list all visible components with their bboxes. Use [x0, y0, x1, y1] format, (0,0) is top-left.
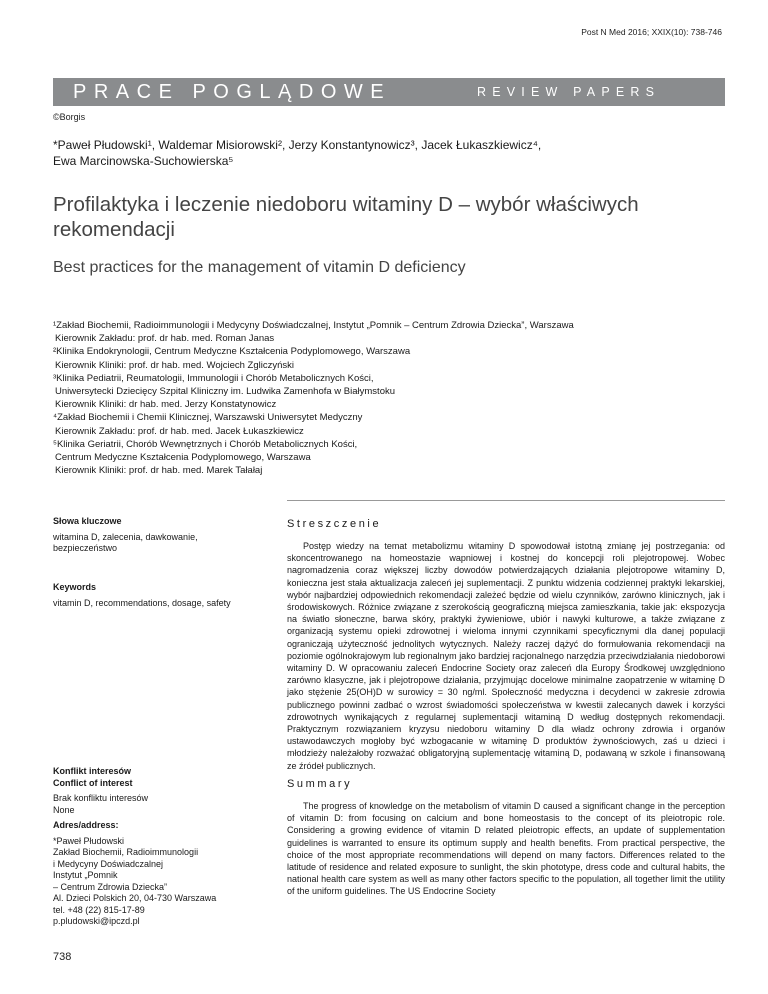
affiliation-line: Kierownik Kliniki: dr hab. med. Jerzy Konstatynowicz [55, 399, 277, 411]
coi-heading-english: Conflict of interest [53, 777, 133, 788]
keywords-english [53, 582, 253, 609]
address-line: tel. +48 (22) 815-17-89 [53, 904, 145, 915]
article-title-polish: Profilaktyka i leczenie niedoboru witaminy D – wybór właściwych rekomendacji [53, 193, 639, 241]
affiliation-line: ⁵Klinika Geriatrii, Chorób Wewnętrznych i Chorób Metabolicznych Kości, [53, 438, 358, 450]
abstract-polish-heading: Streszczenie [287, 518, 382, 530]
author-line: *Paweł Płudowski¹, Waldemar Misiorowski², Jerzy Konstantynowicz³, Jacek Łukaszkiewicz⁴, [53, 138, 542, 152]
keywords-english-heading: Keywords [53, 582, 97, 592]
affiliation-line: Kierownik Zakładu: prof. dr hab. med. Roman Janas [55, 333, 275, 345]
affiliation-line: Uniwersytecki Dziecięcy Szpital Kliniczny im. Ludwika Zamenhofa w Białymstoku [55, 386, 396, 398]
section-divider [287, 500, 725, 501]
article-title-english: Best practices for the management of vitamin D deficiency [53, 259, 466, 276]
affiliation-line: ²Klinika Endokrynologii, Centrum Medyczne Kształcenia Podyplomowego, Warszawa [53, 346, 411, 358]
coi-text-english: None [53, 804, 75, 815]
author-list [53, 137, 693, 169]
keywords-polish [53, 516, 253, 555]
keywords-polish-heading: Słowa kluczowe [53, 516, 122, 526]
coi-heading-polish: Konflikt interesów [53, 766, 132, 776]
affiliation-line: Kierownik Zakładu: prof. dr hab. med. Jacek Łukaszkiewicz [55, 425, 304, 437]
keywords-polish-text: witamina D, zalecenia, dawkowanie, bezpieczeństwo [53, 531, 198, 553]
affiliation-line: Kierownik Kliniki: prof. dr hab. med. Wojciech Zgliczyński [55, 359, 294, 371]
affiliation-line: Kierownik Kliniki: prof. dr hab. med. Marek Tałałaj [55, 465, 263, 477]
abstract-english-heading: Summary [287, 778, 353, 790]
affiliation-line: ¹Zakład Biochemii, Radioimmunologii i Medycyny Doświadczalnej, Instytut „Pomnik – Centrum Zdrowia Dziecka”, Warszawa [53, 320, 574, 331]
email-link[interactable]: p.pludowski@ipczd.pl [53, 916, 140, 926]
section-label-english: REVIEW PAPERS [477, 85, 661, 99]
publisher-mark: ©Borgis [53, 112, 86, 122]
address-line: i Medycyny Doświadczalnej [53, 858, 164, 869]
correspondence-address [53, 820, 273, 928]
abstract-english-text: The progress of knowledge on the metabolism of vitamin D caused a significant change in the perception of vitamin D: from focusing on calcium and bone homeostasis to the concept of its pleiotropic role. Considering a growing evidence of vitamin D related pleiotropic effects, an update of supplementation guidelines is warranted to ensure its optimum supply and health benefits. From practical perspective, the choice of the most appropriate recommendations will depend on many factors. Differences related to the latitude of residence and related exposure to sunlight, the skin phototype, dress code and cultural habits, the national health care system as well as many other factors specific to the population, all together limit the utility of the uniform guidelines. The US Endocrine Society [287, 801, 725, 897]
address-heading: Adres/address: [53, 820, 119, 830]
address-line: Al. Dzieci Polskich 20, 04-730 Warszawa [53, 893, 217, 903]
journal-reference: Post N Med 2016; XXIX(10): 738-746 [581, 27, 722, 37]
address-line: – Centrum Zdrowia Dziecka” [53, 881, 168, 892]
affiliation-line: Centrum Medyczne Kształcenia Podyplomowego, Warszawa [55, 452, 311, 464]
address-line: Zakład Biochemii, Radioimmunologii [53, 847, 199, 857]
section-label-polish: PRACE POGLĄDOWE [73, 81, 392, 103]
author-line: Ewa Marcinowska-Suchowierska⁵ [53, 154, 234, 168]
keywords-english-text: vitamin D, recommendations, dosage, safety [53, 597, 231, 608]
affiliation-line: ³Klinika Pediatrii, Reumatologii, Immunologii i Chorób Metabolicznych Kości, [53, 372, 374, 384]
affiliation-line: ⁴Zakład Biochemii i Chemii Klinicznej, Warszawski Uniwersytet Medyczny [53, 412, 363, 424]
conflict-of-interest [53, 766, 253, 816]
address-line: Instytut „Pomnik [53, 870, 118, 880]
affiliation-list [53, 319, 743, 477]
address-line: *Paweł Płudowski [53, 835, 125, 846]
coi-text-polish: Brak konfliktu interesów [53, 793, 149, 803]
abstract-polish-text: Postęp wiedzy na temat metabolizmu witaminy D spowodował istotną zmianę jej postrzegania: od skoncentrowanego na homeostazie wapniowej i kostnej do koncepcji roli plejotropowej. Wobec nagromadzenia coraz większej liczby dowodów potwierdzających działania plejotropowe witaminy D, konieczna jest stała aktualizacja zaleceń jej suplementacji. Z punktu widzenia codziennej praktyki lekarskiej, wybór najbardziej odpowiednich rekomendacji zależeć będzie od wielu czynników, zarówno klinicznych, jak i środowiskowych. Różnice związane z szerokością geograficzną miejsca zamieszkania, takie jak: ekspozycja na światło słoneczne, barwa skóry, praktyki żywieniowe, ubiór i nawyki kulturowe, a także związane z organizacją systemu opieki zdrowotnej i wieloma innymi czynnikami specyficznymi dla danej populacji ograniczają użyteczność jednolitych wytycznych. Należy raczej dążyć do formułowania rekomendacji na poziomie ogólnokrajowym lub regionalnym jako bardziej racjonalnego narzędzia przeciwdziałania niedoborowi witaminy D. W opracowaniu zaleceń Endocrine Society oraz zaleceń dla Europy Środkowej uwzględniono zarówno klasyczne, jak i plejotropowe działania, przyjmując docelowe minimalne zaopatrzenie w witaminę D jako stężenie 25(OH)D w surowicy = 30 ng/ml. Społeczność medyczna i decydenci w zakresie zdrowia publicznego powinni zadbać o wzrost świadomości społeczeństwa w kwestii zalecanych dawek i korzyści zdrowotnych wynikających z regularnej suplementacji witaminą D według dostępnych rekomendacji. Praktycznym rozwiązaniem kryzysu niedoboru witaminy D dla władz ochrony zdrowia i organów ustawodawczych mogłoby być wzbogacanie w witaminę D produktów żywnościowych, zaś u dzieci i młodzieży należałoby rozważać obligatoryjną suplementację witaminą D, podawaną w szkole i finansowaną ze źródeł publicznych. [287, 541, 725, 771]
page-number: 738 [53, 951, 72, 963]
